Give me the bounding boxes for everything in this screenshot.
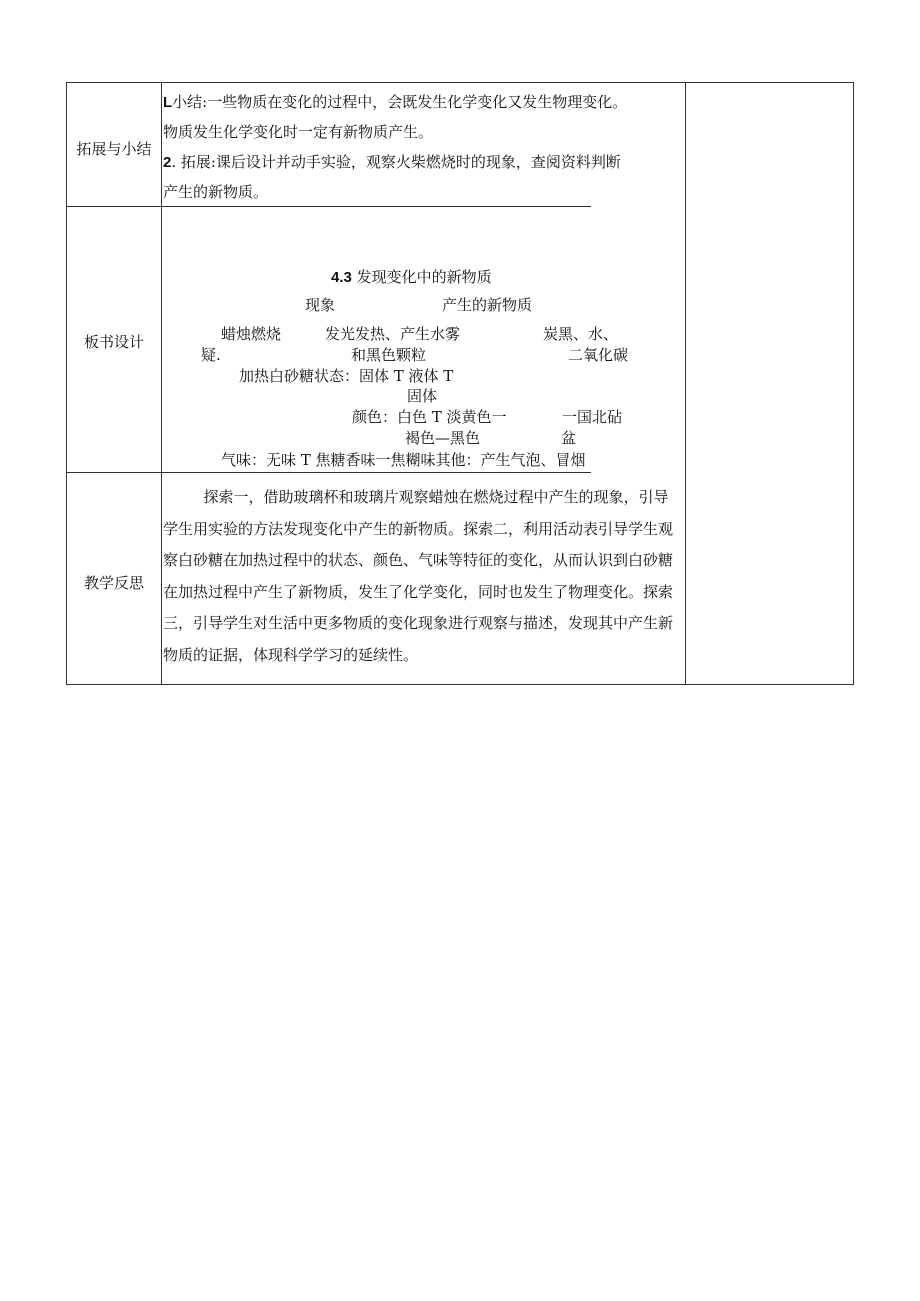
board-candle-phenomenon: 发光发热、产生水雾	[325, 325, 461, 343]
row-label-board: 板书设计	[83, 333, 144, 351]
lesson-table	[66, 82, 854, 685]
board-sugar-state: 加热白砂糖状态：固体 T 液体 T	[239, 367, 454, 385]
board-sugar-smell: 气味：无味 T 焦糖香味一焦糊味其他：产生气泡、冒烟	[221, 451, 586, 469]
board-candle-products-cont: 二氧化碳	[568, 346, 629, 364]
board-title: 4.3 发现变化中的新物质	[331, 268, 492, 286]
row-label-reflection: 教学反思	[83, 574, 144, 592]
board-candle-label: 蜡烛燃烧	[221, 325, 282, 343]
summary-line-2: 物质发生化学变化时一定有新物质产生。	[163, 123, 434, 141]
board-sugar-color-right-cont: 盆	[561, 429, 577, 447]
board-candle-phenomenon-cont: 和黑色颗粒	[351, 346, 427, 364]
extension-line-2: 产生的新物质。	[163, 183, 269, 201]
reflection-cell	[67, 472, 853, 686]
extension-line-1: 2. 拓展:课后设计并动手实验，观察火柴燃烧时的现象，查阅资料判断	[163, 153, 621, 171]
board-candle-products: 炭黑、水、	[543, 325, 619, 343]
board-sugar-color: 颜色：白色 T 淡黄色一	[352, 408, 507, 426]
board-candle-cont: 疑.	[201, 346, 221, 364]
row-label-extension: 拓展与小结	[76, 140, 152, 158]
board-sugar-color-cont: 褐色—黑色	[405, 429, 481, 447]
board-sugar-state-cont: 固体	[407, 387, 438, 405]
board-sugar-color-right: 一国北砧	[562, 408, 623, 426]
reflection-paragraph: 探索一，借助玻璃杯和玻璃片观察蜡烛在燃烧过程中产生的现象，引导学生用实验的方法发现变化中产生的新物质。探索二，利用活动表引导学生观察白砂糖在加热过程中的状态、颜色、气味等特征的变化，从而认识到白砂糖在加热过程中产生了新物质，发生了化学变化，同时也发生了物理变化。探索三，引导学生对生活中更多物质的变化现象进行观察与描述，发现其中产生新物质的证据，体现科学学习的延续性。	[163, 488, 674, 664]
summary-line-1: L小结:一些物质在变化的过程中，会既发生化学变化又发生物理变化。	[163, 93, 628, 111]
board-header-phenomenon: 现象	[305, 296, 336, 314]
board-header-new-substance: 产生的新物质	[442, 296, 533, 314]
